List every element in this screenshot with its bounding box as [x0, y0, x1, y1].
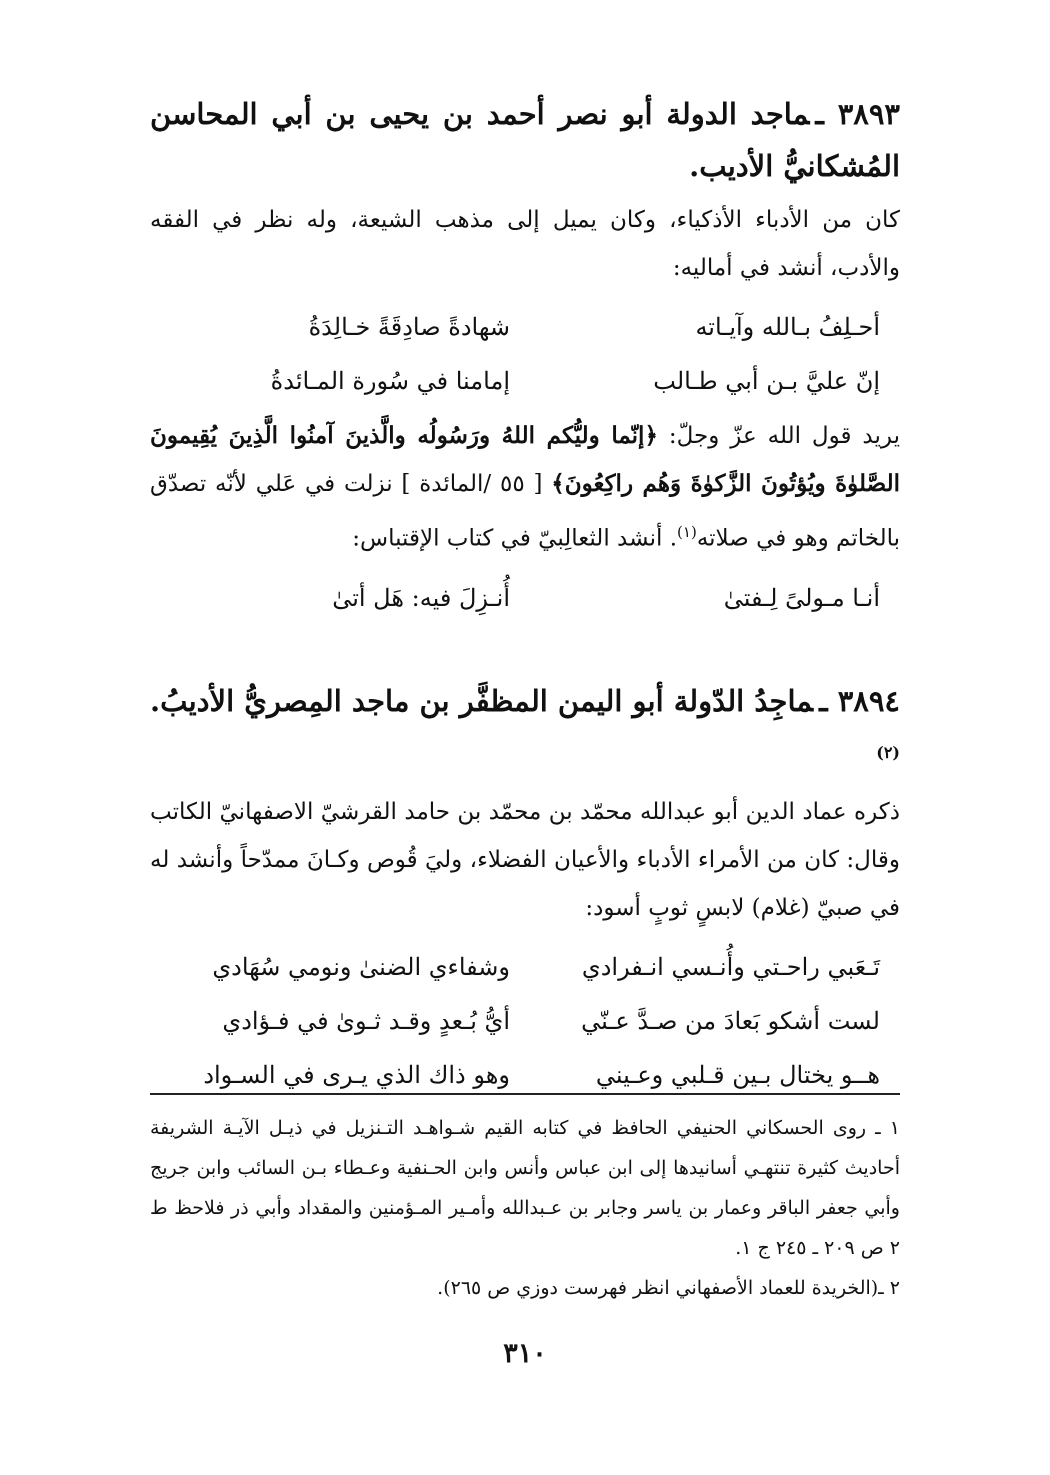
- poem-verse: [150, 300, 900, 354]
- entry-title-text: ماجِدُ الدّولة أبو اليمن المظفَّر بن ماجد المِصريُّ الأديبُ.: [150, 683, 814, 718]
- quran-verse: ﴿إنّما وليُّكم اللهُ ورَسُولُه والَّذينَ آمنُوا الَّذِينَ يُقِيمونَ الصَّلوٰةَ ويُؤتُونَ الزَّكوٰةَ وَهُم راكِعُونَ﴾: [150, 422, 900, 497]
- page: [150, 88, 900, 1435]
- verse-second-half: وهو ذاك الذي يـرى في السـواد: [203, 1061, 510, 1090]
- verse-first-half: هــو يختال بـين قـلبي وعـيني: [595, 1061, 880, 1090]
- verse-first-half: أحـلِفُ بـالله وآيـاته: [695, 313, 880, 341]
- verse-second-half: أُنـزِلَ فيه: هَل أتىٰ: [332, 583, 510, 612]
- entry-paragraph: [150, 412, 900, 563]
- entry-title-3894: [150, 675, 900, 785]
- paragraph-text: [ ٥٥ /المائدة ] نزلت في عَلي لأنّه تصدّق بالخاتم وهو في صلاته: [150, 471, 900, 552]
- entry-title-3893: [150, 88, 900, 192]
- entry-title-text: ماجد الدولة أبو نصر أحمد بن يحيى بن أبي المحاسن المُشكانيُّ الأديب.: [150, 97, 900, 183]
- entry-number: ٣٨٩٣ ـ: [815, 97, 901, 131]
- footnote-divider: [150, 1093, 900, 1095]
- footnotes: [150, 1108, 900, 1308]
- footnote-number: ٢ ـ: [878, 1277, 900, 1299]
- page-number: ٣١٠: [503, 1338, 547, 1369]
- verse-first-half: إنّ عليَّ بـن أبي طـالب: [653, 367, 880, 395]
- entry-paragraph: ذكره عماد الدين أبو عبدالله محمّد بن محمّد بن حامد القرشيّ الاصفهانيّ الكاتب وقال: كان من الأمراء الأدباء والأعيان الفضلاء، وليَ قُوص وكـانَ ممدّحاً وأنشد له في صبيّ (غلام) لابسٍ ثوبٍ أسود:: [150, 799, 900, 922]
- verse-first-half: تَـعَبي راحـتي وأُنـسي انـفرادي: [581, 953, 880, 982]
- footnote: [150, 1108, 900, 1268]
- poem-verse: [150, 571, 900, 625]
- poem: [150, 571, 900, 625]
- footnote-ref: (١): [677, 523, 697, 541]
- verse-second-half: إمامنا في سُورة المـائدةُ: [270, 367, 510, 395]
- footnote-text: روى الحسكاني الحنيفي الحافظ في كتابه القيم شـواهـد التـنزيل في ذيـل الآيـة الشريفة أحاديث كثيرة تنتهـي أسانيدها إلى ابن عباس وأنس وابن الحـنفية وعـطاء بـن السائب وابن جريج وأبي جعفر الباقر وعمار بن ياسر وجابر بن عـبدالله وأمـير المـؤمنين والمقداد وأبي ذر فلاحظ ط ٢ ص ٢٠٩ ـ ٢٤٥ ج ١.: [150, 1117, 900, 1259]
- verse-second-half: شهادةً صادِقَةً خـالِدَةُ: [308, 313, 510, 341]
- poem-verse: [150, 354, 900, 408]
- entry-paragraph: كان من الأدباء الأذكياء، وكان يميل إلى مذهب الشيعة، وله نظر في الفقه والأدب، أنشد في أماليه:: [150, 207, 900, 281]
- paragraph-text: . أنشد الثعالِبيّ في كتاب الإقتباس:: [352, 525, 678, 552]
- footnote-ref: (٢): [876, 742, 900, 762]
- entry-gap: [150, 629, 900, 675]
- poem: [150, 300, 900, 408]
- footnote-text: (الخريدة للعماد الأصفهاني انظر فهرست دوزي ص ٢٦٥).: [437, 1277, 879, 1299]
- footnote: [150, 1268, 900, 1308]
- verse-first-half: لست أشكو بَعادَ من صـدَّ عـنّي: [581, 1007, 880, 1036]
- paragraph-text: يريد قول الله عزّ وجلّ:: [657, 423, 900, 449]
- poem: [150, 940, 900, 1102]
- entry-number: ٣٨٩٤ ـ: [819, 683, 900, 718]
- verse-second-half: وشفاءي الضنىٰ ونومي سُهَادي: [212, 953, 510, 982]
- verse-second-half: أيُّ بُـعدٍ وقـد ثـوىٰ في فـؤادي: [222, 1007, 510, 1036]
- poem-verse: [150, 940, 900, 994]
- verse-first-half: أنـا مـولىً لِـفتىٰ: [723, 583, 880, 612]
- footnote-number: ١ ـ: [875, 1117, 900, 1139]
- poem-verse: [150, 994, 900, 1048]
